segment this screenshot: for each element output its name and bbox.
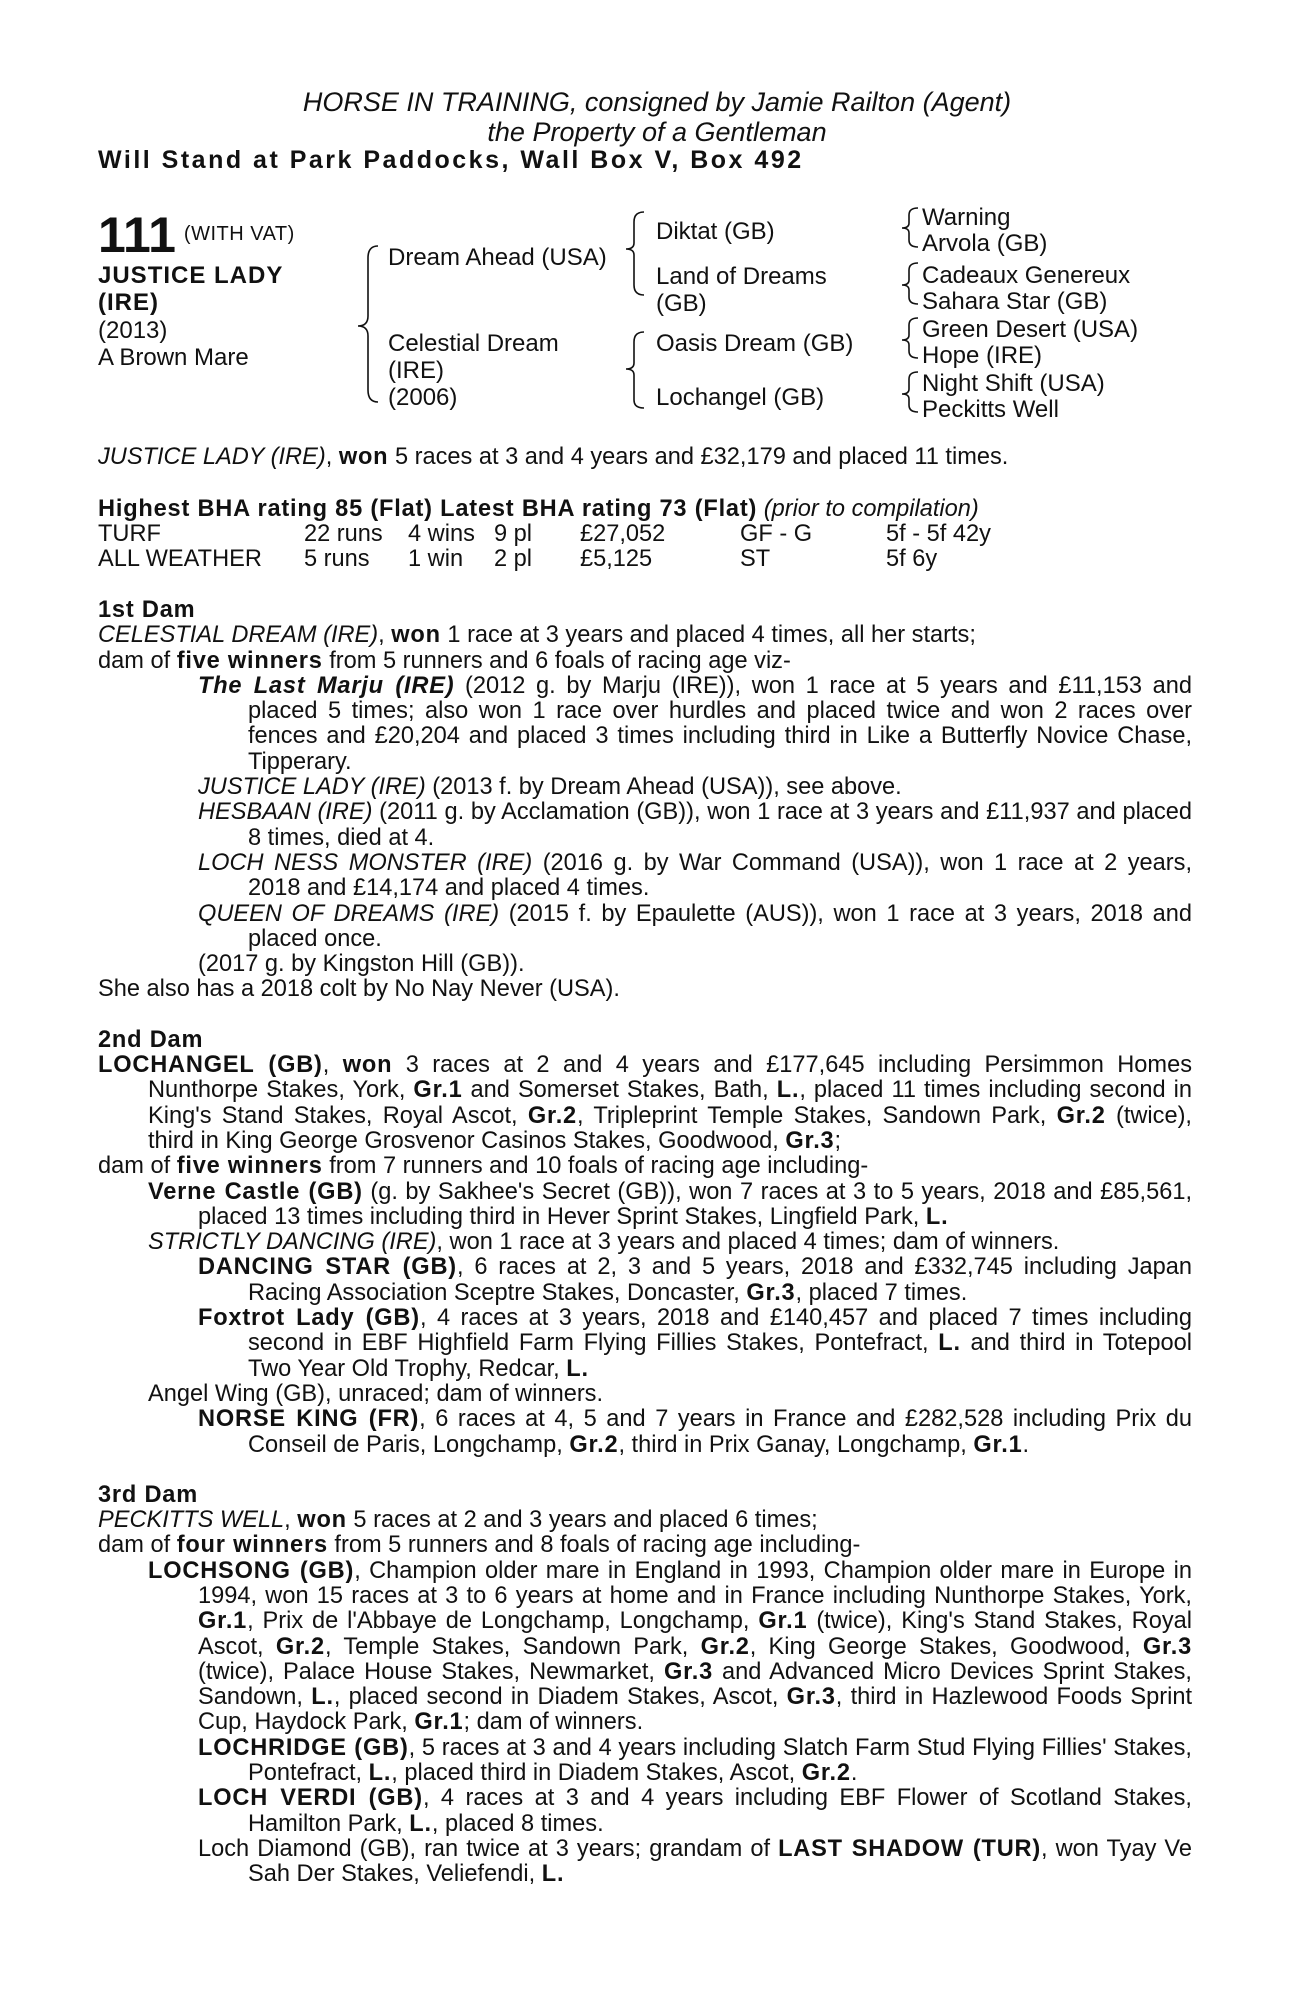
brace-g4 bbox=[902, 372, 918, 412]
text: , 6 races at 4, 5 and 7 years in France and £282,528 including Prix du Conseil de Paris, Longchamp, bbox=[248, 1406, 1192, 1458]
ratings-note: (prior to compilation) bbox=[763, 496, 979, 522]
dam2-record: LOCHANGEL (GB), won 3 races at 2 and 4 years and £177,645 including Persimmon Homes Nunthorpe Stakes, York, Gr.1 and Somerset Stakes, Bath, L., placed 11 times including second in King's Stand Stakes, Royal Ascot, Gr.2, Tripleprint Temple Stakes, Sandown Park, Gr.2 (twice), third in King George Grosvenor Casinos Stakes, Goodwood, Gr.3; bbox=[98, 1052, 1192, 1154]
stats-cell: £5,125 bbox=[580, 546, 653, 572]
offspring-name: STRICTLY DANCING (IRE) bbox=[148, 1229, 437, 1256]
text: , third in Hazlewood Foods Sprint Cup, Haydock Park, bbox=[198, 1684, 1193, 1736]
text: and third in Totepool Two Year Old Trophy, Redcar, bbox=[248, 1330, 1192, 1382]
summary-horse-name: JUSTICE LADY (IRE) bbox=[98, 444, 326, 470]
dam3-produce bbox=[98, 1533, 1192, 1558]
text: , placed third in Diadem Stakes, Ascot, bbox=[391, 1760, 802, 1787]
grade: Gr.2 bbox=[569, 1431, 619, 1458]
text: , 5 races at 3 and 4 years including Slatch Farm Stud Flying Fillies' Stakes, Pontefract, bbox=[248, 1734, 1192, 1787]
horse-name: JUSTICE LADY bbox=[98, 262, 284, 289]
dam2-entry bbox=[98, 1180, 1192, 1231]
text: , won Tyay Ve Sah Der Stakes, Veliefendi, bbox=[248, 1835, 1192, 1888]
dam2-entry bbox=[98, 1255, 1192, 1306]
text: , third in Prix Ganay, Longchamp, bbox=[618, 1431, 974, 1458]
text: (2012 g. by Marju (IRE)), won 1 race at 5 years and £11,153 and placed 5 times; also won 1 race over hurdles and placed twice and won 2 races over fences and £20,204 and placed 3 times including third in Like a Butterfly Novice Chase, Tipperary. bbox=[248, 672, 1192, 775]
grade: L. bbox=[409, 1810, 432, 1837]
text: ; dam of winners. bbox=[463, 1709, 644, 1736]
text: , Prix de l'Abbaye de Longchamp, Longchamp, bbox=[247, 1608, 759, 1635]
brace-g3 bbox=[902, 318, 918, 358]
horse-year: (2013) bbox=[98, 317, 168, 344]
text: (2015 f. by Epaulette (AUS)), won 1 race at 3 years, 2018 and placed once. bbox=[248, 900, 1192, 952]
property-line: the Property of a Gentleman bbox=[487, 117, 827, 147]
text: (2013 f. by Dream Ahead (USA)), see above. bbox=[425, 774, 902, 801]
text: and Somerset Stakes, Bath, bbox=[462, 1077, 777, 1104]
text: from 7 runners and 10 foals of racing age including- bbox=[322, 1153, 869, 1180]
pedigree-g4: Sahara Star (GB) bbox=[922, 288, 1108, 315]
grade: Gr.1 bbox=[973, 1431, 1023, 1458]
grade: Gr.3 bbox=[785, 1127, 835, 1154]
offspring-name: Foxtrot Lady (GB) bbox=[198, 1305, 420, 1332]
text: , King George Stakes, Goodwood, bbox=[749, 1633, 1143, 1660]
stats-cell: 22 runs bbox=[304, 521, 383, 547]
dam1-name: CELESTIAL DREAM (IRE) bbox=[98, 622, 379, 649]
text: (twice), Palace House Stakes, Newmarket, bbox=[198, 1658, 664, 1685]
stats-row-turf bbox=[98, 522, 1098, 547]
grade: Gr.2 bbox=[275, 1633, 325, 1660]
grade: L. bbox=[311, 1684, 334, 1711]
pedigree-brace-sire bbox=[626, 212, 644, 295]
text: , won 1 race at 3 years and placed 4 times; dam of winners. bbox=[436, 1229, 1060, 1256]
ratings-values: Highest BHA rating 85 (Flat) Latest BHA rating 73 (Flat) bbox=[98, 496, 758, 522]
dam2-entry bbox=[98, 1306, 1192, 1382]
pedigree-g1: Warning bbox=[922, 204, 1011, 231]
brace-g1 bbox=[902, 208, 918, 247]
offspring-name: QUEEN OF DREAMS (IRE) bbox=[198, 900, 500, 927]
dam3-won: won bbox=[297, 1507, 347, 1534]
dam1-won: won bbox=[391, 622, 441, 649]
sire-sire: Diktat (GB) bbox=[656, 218, 775, 245]
stats-cell: 5 runs bbox=[304, 546, 370, 572]
stand-location: Will Stand at Park Paddocks, Wall Box V, Box 492 bbox=[98, 146, 804, 174]
dam3-entry bbox=[98, 1559, 1192, 1736]
text: from 5 runners and 6 foals of racing age viz- bbox=[322, 647, 791, 674]
dam-sire: Oasis Dream (GB) bbox=[656, 330, 854, 357]
text: Loch Diamond (GB), ran twice at 3 years; grandam of bbox=[198, 1835, 779, 1862]
stats-row-all-weather bbox=[98, 547, 1098, 572]
horse-description: A Brown Mare bbox=[98, 344, 249, 371]
grade: L. bbox=[925, 1203, 949, 1230]
text: dam of bbox=[98, 647, 177, 674]
text: , Tripleprint Temple Stakes, Sandown Park, bbox=[576, 1102, 1057, 1129]
summary-rest: 5 races at 3 and 4 years and £32,179 and placed 11 times. bbox=[388, 444, 1009, 470]
text: , 4 races at 3 and 4 years including EBF Flower of Scotland Stakes, Hamilton Park, bbox=[248, 1785, 1192, 1837]
dam-sections bbox=[98, 598, 1192, 1888]
text: (g. by Sakhee's Secret (GB)), won 7 races at 3 to 5 years, 2018 and £85,561, placed 13 times including third in Hever Sprint Stakes, Lingfield Park, bbox=[198, 1178, 1192, 1230]
stats-cell: £27,052 bbox=[580, 521, 666, 547]
lot-number: 111 bbox=[98, 207, 176, 263]
grade: Gr.1 bbox=[758, 1608, 808, 1635]
dam-line1: Celestial Dream bbox=[388, 330, 559, 357]
offspring-name: The Last Marju (IRE) bbox=[198, 672, 455, 699]
stats-cell: 5f 6y bbox=[886, 546, 938, 572]
grade: L. bbox=[566, 1355, 589, 1382]
text: . bbox=[1022, 1431, 1030, 1458]
dam-line3: (2006) bbox=[388, 384, 458, 411]
text: 3 races at 2 and 4 years and £177,645 including Persimmon Homes Nunthorpe Stakes, York, bbox=[148, 1052, 1192, 1104]
horse-name-country: (IRE) bbox=[98, 289, 159, 316]
dam1-entry bbox=[98, 674, 1192, 775]
stats-cell: 5f - 5f 42y bbox=[886, 521, 991, 547]
dam2-name: LOCHANGEL (GB) bbox=[98, 1052, 323, 1079]
text: (twice), third in King George Grosvenor Casinos Stakes, Goodwood, bbox=[148, 1102, 1192, 1154]
sire-dam-line1: Land of Dreams bbox=[656, 263, 827, 290]
stats-cell: 9 pl bbox=[494, 521, 533, 547]
dam3-entry bbox=[98, 1736, 1192, 1787]
text: , placed 11 times including second in King's Stand Stakes, Royal Ascot, bbox=[148, 1077, 1192, 1129]
offspring-name: LOCHSONG (GB) bbox=[148, 1557, 355, 1584]
winners-count: five winners bbox=[176, 647, 323, 674]
grade: Gr.3 bbox=[663, 1658, 714, 1685]
pedigree-brace-dam bbox=[626, 332, 644, 408]
grade: Gr.1 bbox=[414, 1709, 464, 1736]
text: 5 races at 2 and 3 years and placed 6 times; bbox=[346, 1507, 818, 1534]
offspring-name: HESBAAN (IRE) bbox=[198, 799, 373, 826]
text: (2016 g. by War Command (USA)), won 1 race at 2 years, 2018 and £14,174 and placed 4 times. bbox=[248, 849, 1193, 902]
text: dam of bbox=[98, 1532, 177, 1559]
text: , placed second in Diadem Stakes, Ascot, bbox=[333, 1684, 787, 1711]
text: and Advanced Micro Devices Sprint Stakes, Sandown, bbox=[198, 1658, 1192, 1711]
pedigree-brace-main bbox=[358, 246, 378, 402]
offspring-name: LAST SHADOW (TUR) bbox=[778, 1835, 1042, 1862]
text: (twice), King's Stand Stakes, Royal Ascot, bbox=[198, 1608, 1192, 1660]
text: . bbox=[850, 1760, 858, 1787]
text: , placed 8 times. bbox=[431, 1810, 604, 1837]
dam3-entry bbox=[98, 1786, 1192, 1837]
offspring-name: LOCH NESS MONSTER (IRE) bbox=[198, 849, 533, 876]
section-heading-2nd-dam: 2nd Dam bbox=[98, 1026, 204, 1053]
brace-g2 bbox=[902, 263, 918, 304]
text: dam of bbox=[98, 1153, 177, 1180]
grade: Gr.3 bbox=[746, 1279, 796, 1306]
stats-cell: ALL WEATHER bbox=[98, 546, 262, 572]
pedigree-g7: Night Shift (USA) bbox=[922, 370, 1105, 397]
text: (2011 g. by Acclamation (GB)), won 1 race at 3 years and £11,937 and placed 8 times, died at 4. bbox=[248, 799, 1192, 851]
race-summary: JUSTICE LADY (IRE), won 5 races at 3 and 4 years and £32,179 and placed 11 times. bbox=[98, 444, 1009, 470]
dam1-entry bbox=[98, 775, 1192, 800]
ratings-line bbox=[98, 497, 979, 522]
text: , 6 races at 2, 3 and 5 years, 2018 and £332,745 including Japan Racing Association Sceptre Stakes, Doncaster, bbox=[248, 1254, 1193, 1306]
grade: Gr.2 bbox=[1056, 1102, 1106, 1129]
dam3-entry bbox=[98, 1837, 1192, 1888]
dam1-record-text: 1 race at 3 years and placed 4 times, all her starts; bbox=[440, 622, 976, 649]
summary-won: won bbox=[338, 444, 389, 470]
dam1-entry bbox=[98, 851, 1192, 902]
grade: Gr.3 bbox=[786, 1684, 836, 1711]
winners-count: four winners bbox=[176, 1532, 328, 1559]
stats-cell: TURF bbox=[98, 521, 161, 547]
dam-line2: (IRE) bbox=[388, 357, 444, 384]
text: , Champion older mare in England in 1993, Champion older mare in Europe in 1994, won 15 races at 3 to 6 years at home and in France including Nunthorpe Stakes, York, bbox=[198, 1557, 1192, 1609]
text: , placed 7 times. bbox=[795, 1279, 968, 1306]
grade: L. bbox=[938, 1330, 961, 1357]
offspring-name: NORSE KING (FR) bbox=[198, 1406, 420, 1433]
section-heading-1st-dam: 1st Dam bbox=[98, 597, 196, 623]
grade: L. bbox=[368, 1760, 392, 1787]
dam2-entry bbox=[98, 1407, 1192, 1458]
grade: Gr.3 bbox=[1142, 1633, 1192, 1660]
vat-note: (WITH VAT) bbox=[183, 223, 295, 245]
grade: Gr.2 bbox=[527, 1102, 577, 1129]
grade: Gr.2 bbox=[801, 1760, 851, 1787]
pedigree-g5: Green Desert (USA) bbox=[922, 316, 1139, 343]
grade: L. bbox=[776, 1077, 800, 1104]
stats-cell: 2 pl bbox=[494, 546, 533, 572]
section-heading-3rd-dam: 3rd Dam bbox=[98, 1481, 199, 1508]
dam2-produce bbox=[98, 1154, 1192, 1179]
dam-dam: Lochangel (GB) bbox=[656, 384, 825, 411]
stats-cell: 1 win bbox=[408, 546, 464, 572]
dam1-entry: (2017 g. by Kingston Hill (GB)). bbox=[198, 951, 525, 978]
dam1-produce bbox=[98, 649, 1192, 674]
pedigree-g3: Cadeaux Genereux bbox=[922, 262, 1131, 289]
text: from 5 runners and 8 foals of racing age including- bbox=[327, 1532, 861, 1559]
stats-cell: GF - G bbox=[740, 521, 813, 547]
stats-cell: 4 wins bbox=[408, 521, 475, 547]
dam1-entry bbox=[98, 902, 1192, 953]
offspring-name: Verne Castle (GB) bbox=[148, 1178, 363, 1205]
offspring-name: JUSTICE LADY (IRE) bbox=[198, 774, 426, 801]
dam2-entry: Angel Wing (GB), unraced; dam of winners. bbox=[148, 1380, 604, 1407]
grade: Gr.1 bbox=[413, 1077, 463, 1104]
text: ; bbox=[834, 1127, 842, 1154]
dam3-name: PECKITTS WELL bbox=[98, 1507, 285, 1534]
pedigree-g6: Hope (IRE) bbox=[922, 342, 1043, 369]
text: , Temple Stakes, Sandown Park, bbox=[324, 1633, 701, 1660]
consignor-line: HORSE IN TRAINING, consigned by Jamie Railton (Agent) bbox=[302, 87, 1012, 117]
grade: L. bbox=[541, 1861, 565, 1888]
offspring-name: DANCING STAR (GB) bbox=[198, 1254, 457, 1281]
stats-cell: ST bbox=[740, 546, 771, 572]
text: , 4 races at 3 years, 2018 and £140,457 and placed 7 times including second in EBF Highfield Farm Flying Fillies Stakes, Pontefract, bbox=[248, 1305, 1192, 1357]
grade: Gr.2 bbox=[700, 1633, 750, 1660]
dam2-won: won bbox=[342, 1052, 393, 1079]
offspring-name: LOCH VERDI (GB) bbox=[198, 1785, 423, 1812]
dam1-record: CELESTIAL DREAM (IRE), won 1 race at 3 years and placed 4 times, all her starts; bbox=[98, 622, 976, 649]
pedigree-g2: Arvola (GB) bbox=[922, 230, 1048, 257]
sire-dam-line2: (GB) bbox=[656, 290, 707, 317]
stats-table bbox=[98, 522, 1098, 574]
dam1-note: She also has a 2018 colt by No Nay Never (USA). bbox=[98, 976, 620, 1003]
winners-count: five winners bbox=[176, 1153, 323, 1180]
grade: Gr.1 bbox=[198, 1608, 248, 1635]
sire: Dream Ahead (USA) bbox=[388, 244, 607, 271]
dam1-entry bbox=[98, 800, 1192, 851]
pedigree-g8: Peckitts Well bbox=[922, 396, 1059, 423]
offspring-name: LOCHRIDGE (GB) bbox=[198, 1734, 409, 1761]
dam3-record: PECKITTS WELL, won 5 races at 2 and 3 years and placed 6 times; bbox=[98, 1507, 818, 1534]
dam2-entry bbox=[98, 1230, 1192, 1255]
